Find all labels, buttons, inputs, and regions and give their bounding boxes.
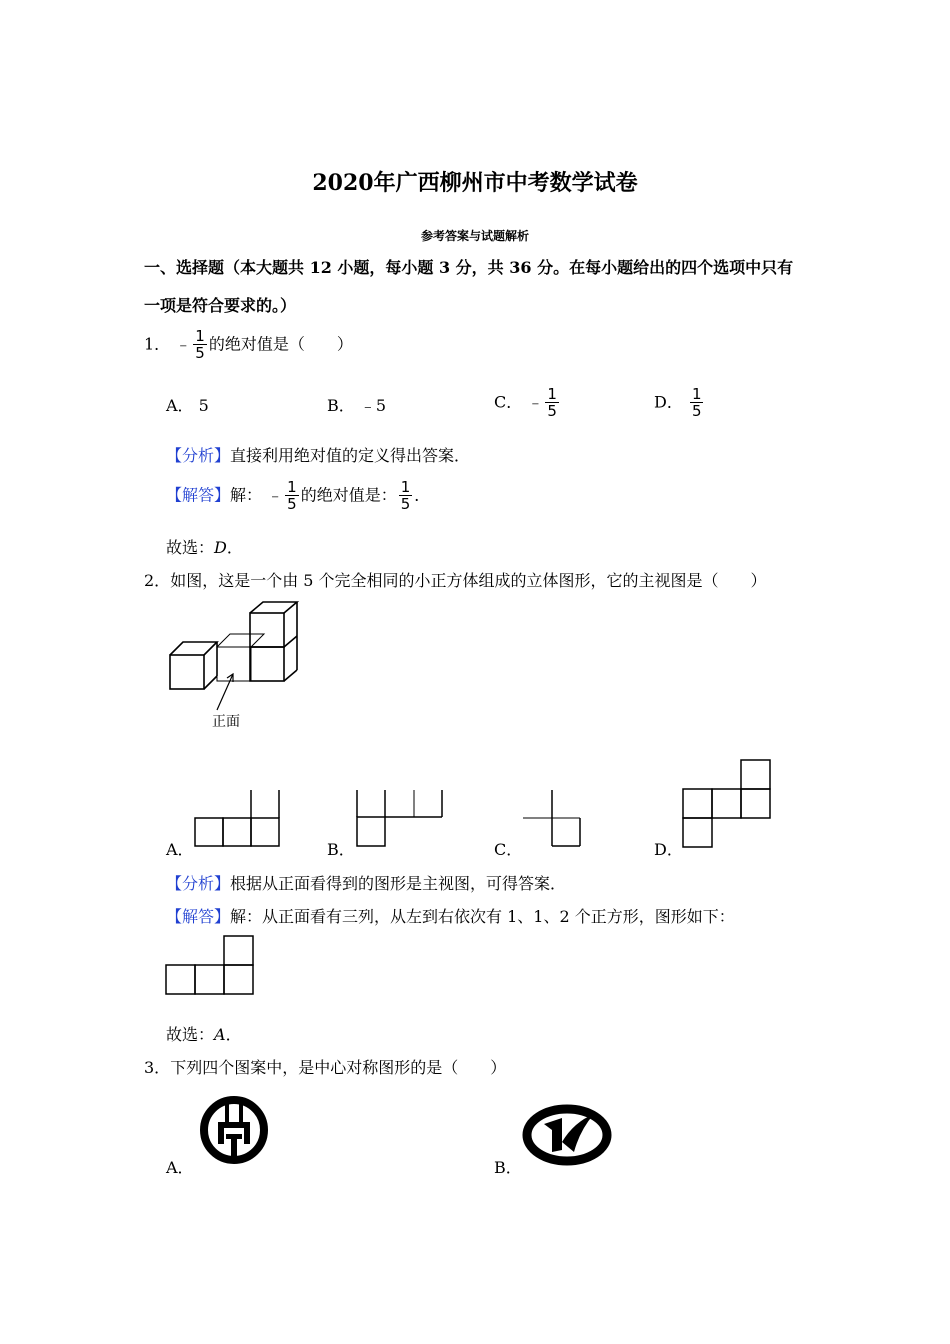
page-title: 2020年广西柳州市中考数学试卷 [312,170,638,196]
q2-choice: 故选：A． [166,1025,242,1044]
q1-choice: 故选：D． [166,538,243,557]
option-c-figure [522,788,584,850]
analysis-tag: 【分析】 [166,446,231,465]
section-heading-line2: 一项是符合要求的。） [144,296,297,315]
emblem-logo-icon [522,1102,612,1168]
option-a: A． 5 [166,396,209,415]
question-number: 3． [144,1058,171,1077]
answer-tag: 【解答】 [166,485,231,505]
question-3-stem: 3．下列四个图案中，是中心对称图形的是（ ） [144,1058,507,1077]
option-d: D． [654,840,683,859]
bank-logo-icon [198,1092,272,1168]
q2-analysis: 【分析】根据从正面看得到的图形是主视图，可得答案． [166,874,567,893]
option-d: D． $\frac{1}{5}$ [654,385,702,420]
answer-tag: 【解答】 [166,907,231,926]
option-b: B． [494,1158,522,1177]
answer-figure [165,934,257,998]
q1-analysis: 【分析】直接利用绝对值的定义得出答案． [166,446,471,465]
page-subtitle: 参考答案与试题解析 [420,229,529,243]
section-heading-line1: 一、选择题（本大题共 12 小题，每小题 3 分，共 36 分。在每小题给出的四个选项中只有 [144,258,794,277]
option-c: C． ﹣ $\frac{1}{5}$ [494,385,557,420]
option-d-figure [682,758,774,850]
analysis-tag: 【分析】 [166,874,231,893]
option-b: B． ﹣5 [327,396,387,415]
option-a: A． [166,1158,194,1177]
option-c: C． [494,840,523,859]
question-1-stem: 1． ﹣ $\frac{1}{5}$ 的绝对值是（ ） [144,327,353,362]
fraction: $\frac{1}{5}$ [195,327,205,362]
q1-answer: 【解答】解： ﹣ $\frac{1}{5}$ 的绝对值是： $\frac{1}{5}$ ． [166,478,431,513]
front-label: 正面 [212,714,240,730]
option-a: A． [166,840,194,859]
option-b: B． [327,840,355,859]
question-2-stem: 2．如图，这是一个由 5 个完全相同的小正方体组成的立体图形，它的主视图是（ ） [144,571,767,590]
question-number: 1． [144,334,171,354]
option-b-figure [356,788,446,850]
option-a-figure [194,788,284,850]
question-number: 2． [144,571,171,590]
q2-answer: 【解答】解：从正面看有三列，从左到右依次有 1、1、2 个正方形，图形如下： [166,907,735,926]
